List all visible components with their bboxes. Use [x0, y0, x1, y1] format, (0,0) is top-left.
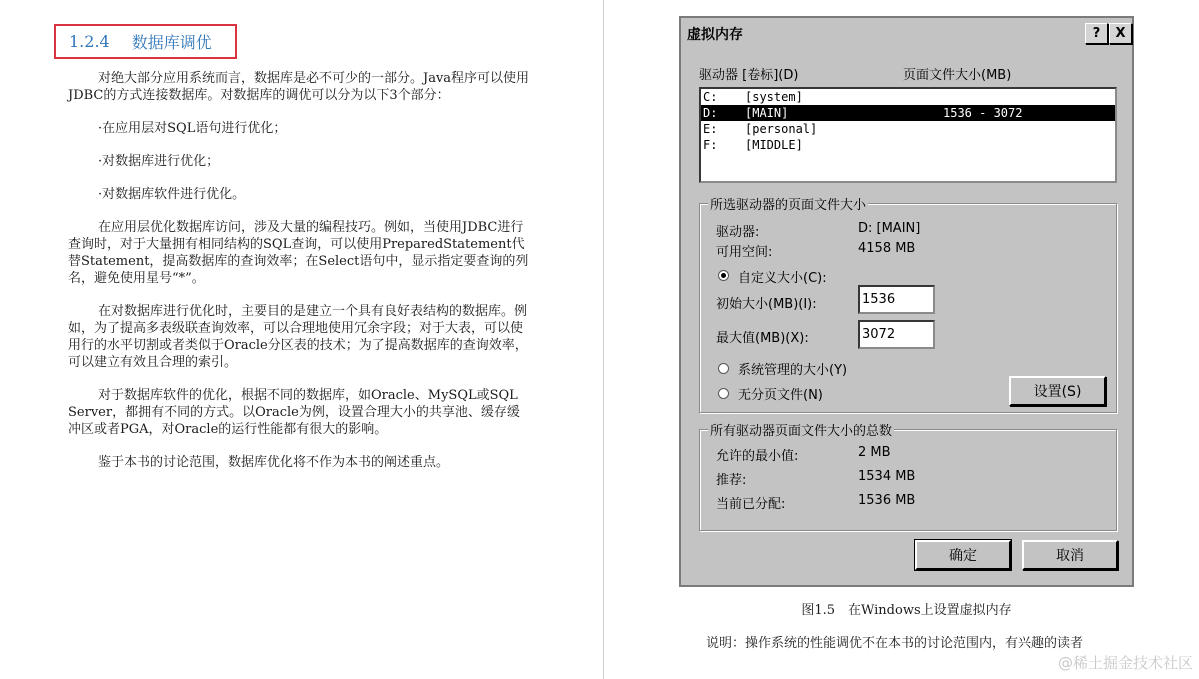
bullet-database: ·对数据库进行优化；: [98, 154, 220, 169]
section-number: 1.2.4: [69, 32, 110, 51]
page-divider: [603, 0, 604, 679]
min-allowed-label: 允许的最小值:: [716, 449, 799, 464]
recommended-value: 1534 MB: [858, 469, 916, 484]
total-size-legend: 所有驱动器页面文件大小的总数: [708, 420, 894, 439]
paragraph-db-structure: 在对数据库进行优化时，主要目的是建立一个具有良好表结构的数据库。例如，为了提高多表级联查询效率，可以合理地使用冗余字段；对于大表，可以使用行的水平切割或者类似于Oracle分区表的技术；为了提高数据库的查询效率，可以建立有效且合理的索引。: [68, 304, 528, 370]
no-paging-radio[interactable]: [718, 388, 729, 399]
title-bar: [683, 20, 1130, 46]
drive-value: D: [MAIN]: [858, 221, 921, 236]
drive-list[interactable]: [699, 87, 1117, 183]
paragraph-intro: 对绝大部分应用系统而言，数据库是必不可少的一部分。Java程序可以使用JDBC的方式连接数据库。对数据库的调优可以分为以下3个部分：: [68, 71, 530, 103]
section-heading: [54, 24, 237, 59]
cancel-button[interactable]: 取消: [1022, 540, 1118, 570]
watermark: @稀土掘金技术社区: [1057, 654, 1193, 672]
bullet-sql: ·在应用层对SQL语句进行优化；: [98, 121, 287, 136]
drive-label: 驱动器:: [716, 225, 760, 240]
max-size-label: 最大值(MB)(X):: [716, 331, 809, 346]
system-managed-label: 系统管理的大小(Y): [738, 363, 848, 378]
set-button[interactable]: 设置(S): [1009, 376, 1106, 406]
total-size-group: [699, 424, 1117, 531]
drive-row-d[interactable]: D: [MAIN] 1536 - 3072: [701, 105, 1115, 121]
paragraph-scope: 鉴于本书的讨论范围，数据库优化将不作为本书的阐述重点。: [98, 455, 450, 470]
drive-row-c[interactable]: C: [system]: [703, 90, 803, 104]
section-title: 数据库调优: [131, 33, 212, 52]
note-text: 说明：操作系统的性能调优不在本书的讨论范围内，有兴趣的读者: [706, 636, 1084, 651]
dialog-title: 虚拟内存: [687, 27, 743, 43]
bullet-software: ·对数据库软件进行优化。: [98, 187, 246, 202]
current-allocated-label: 当前已分配:: [716, 497, 786, 512]
system-managed-radio[interactable]: [718, 363, 729, 374]
min-allowed-value: 2 MB: [858, 445, 891, 460]
drive-column-header: 驱动器 [卷标](D): [699, 68, 799, 83]
close-button[interactable]: X: [1109, 23, 1132, 44]
paragraph-db-software: 对于数据库软件的优化，根据不同的数据库，如Oracle、MySQL或SQL Server，都拥有不同的方式。以Oracle为例，设置合理大小的共享池、缓存缓冲区或者PGA，对Oracle的运行性能都有很大的影响。: [68, 388, 520, 437]
selected-drive-legend: 所选驱动器的页面文件大小: [708, 194, 868, 213]
available-space-label: 可用空间:: [716, 245, 773, 260]
ok-button[interactable]: 确定: [915, 540, 1011, 570]
virtual-memory-dialog: [679, 16, 1134, 587]
custom-size-radio[interactable]: [718, 270, 729, 281]
max-size-input[interactable]: [858, 320, 935, 349]
body-text: [68, 70, 530, 471]
figure-caption: 图1.5 在Windows上设置虚拟内存: [801, 603, 1012, 618]
available-space-value: 4158 MB: [858, 241, 916, 256]
current-allocated-value: 1536 MB: [858, 493, 916, 508]
recommended-label: 推荐:: [716, 473, 747, 488]
no-paging-label: 无分页文件(N): [738, 388, 823, 403]
custom-size-label: 自定义大小(C):: [738, 271, 827, 286]
paragraph-app-layer: 在应用层优化数据库访问，涉及大量的编程技巧。例如，当使用JDBC进行查询时，对于大量拥有相同结构的SQL查询，可以使用PreparedStatement代替Statement，提高数据库的查询效率；在Select语句中，显示指定要查询的列名，避免使用星号“*”。: [68, 220, 529, 286]
initial-size-input[interactable]: [858, 285, 935, 314]
drive-row-e[interactable]: E: [personal]: [703, 122, 818, 136]
initial-size-label: 初始大小(MB)(I):: [716, 297, 817, 312]
size-column-header: 页面文件大小(MB): [903, 68, 1012, 83]
drive-row-f[interactable]: F: [MIDDLE]: [703, 138, 803, 152]
help-button[interactable]: ?: [1085, 23, 1108, 44]
selected-drive-group: [699, 198, 1117, 413]
